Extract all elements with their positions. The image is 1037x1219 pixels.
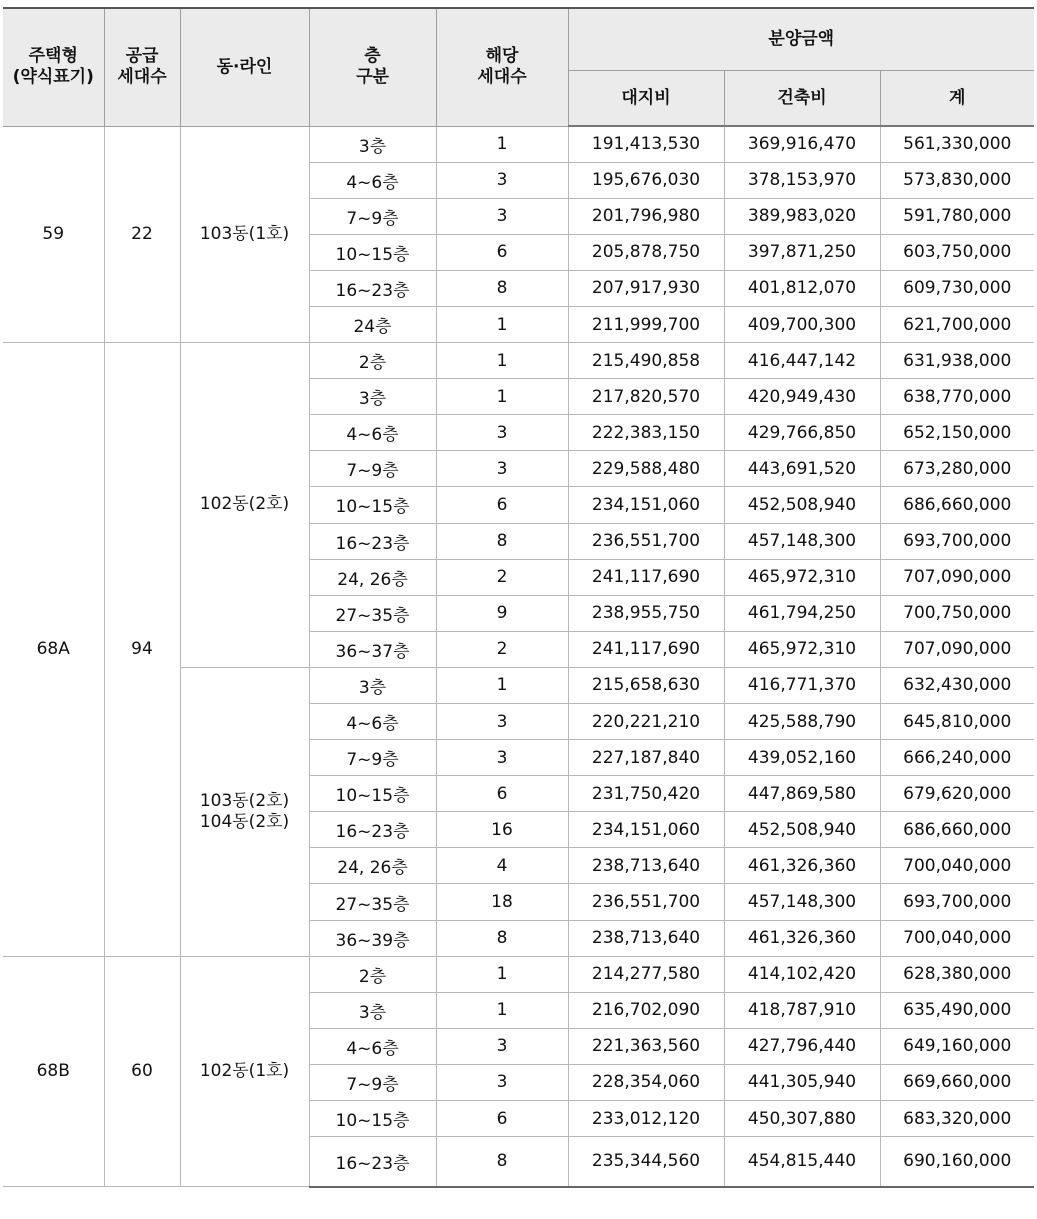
units-cell: 2 (436, 631, 568, 667)
total-cell: 686,660,000 (880, 812, 1034, 848)
land-cost-cell: 235,344,560 (568, 1137, 724, 1187)
total-cell: 690,160,000 (880, 1137, 1034, 1187)
units-cell: 6 (436, 1101, 568, 1137)
building-cost-cell: 414,102,420 (724, 956, 880, 992)
floor-cell: 16~23층 (309, 1137, 436, 1187)
units-cell: 8 (436, 920, 568, 956)
total-cell: 621,700,000 (880, 306, 1034, 342)
total-cell: 700,040,000 (880, 920, 1034, 956)
land-cost-cell: 217,820,570 (568, 379, 724, 415)
total-cell: 573,830,000 (880, 162, 1034, 198)
header-building-cost: 건축비 (724, 70, 880, 126)
total-cell: 666,240,000 (880, 740, 1034, 776)
land-cost-cell: 229,588,480 (568, 451, 724, 487)
building-cost-cell: 420,949,430 (724, 379, 880, 415)
land-cost-cell: 215,490,858 (568, 343, 724, 379)
units-cell: 3 (436, 162, 568, 198)
land-cost-cell: 228,354,060 (568, 1064, 724, 1100)
units-cell: 1 (436, 379, 568, 415)
floor-cell: 10~15층 (309, 487, 436, 523)
land-cost-cell: 201,796,980 (568, 198, 724, 234)
building-cost-cell: 441,305,940 (724, 1064, 880, 1100)
land-cost-cell: 214,277,580 (568, 956, 724, 992)
header-sale-price: 분양금액 (568, 8, 1034, 70)
total-cell: 561,330,000 (880, 126, 1034, 162)
floor-cell: 4~6층 (309, 415, 436, 451)
floor-cell: 7~9층 (309, 198, 436, 234)
floor-cell: 27~35층 (309, 884, 436, 920)
housing-type-cell: 59 (3, 126, 104, 343)
units-cell: 3 (436, 704, 568, 740)
total-cell: 638,770,000 (880, 379, 1034, 415)
land-cost-cell: 211,999,700 (568, 306, 724, 342)
building-cost-cell: 450,307,880 (724, 1101, 880, 1137)
total-cell: 707,090,000 (880, 631, 1034, 667)
land-cost-cell: 238,713,640 (568, 848, 724, 884)
building-cost-cell: 389,983,020 (724, 198, 880, 234)
floor-cell: 4~6층 (309, 162, 436, 198)
land-cost-cell: 216,702,090 (568, 992, 724, 1028)
land-cost-cell: 220,221,210 (568, 704, 724, 740)
floor-cell: 3층 (309, 667, 436, 703)
floor-cell: 16~23층 (309, 270, 436, 306)
floor-cell: 16~23층 (309, 812, 436, 848)
total-cell: 700,750,000 (880, 595, 1034, 631)
units-cell: 8 (436, 523, 568, 559)
building-cost-cell: 461,794,250 (724, 595, 880, 631)
total-cell: 693,700,000 (880, 523, 1034, 559)
units-cell: 1 (436, 343, 568, 379)
units-cell: 3 (436, 198, 568, 234)
units-cell: 18 (436, 884, 568, 920)
table-row (3, 956, 1034, 992)
floor-cell: 3층 (309, 379, 436, 415)
header-land-cost: 대지비 (568, 70, 724, 126)
building-cost-cell: 465,972,310 (724, 631, 880, 667)
total-cell: 631,938,000 (880, 343, 1034, 379)
header-applicable-units: 해당 세대수 (436, 8, 568, 126)
dong-line-cell: 103동(1호) (180, 126, 309, 343)
units-cell: 4 (436, 848, 568, 884)
units-cell: 3 (436, 415, 568, 451)
units-cell: 9 (436, 595, 568, 631)
land-cost-cell: 207,917,930 (568, 270, 724, 306)
units-cell: 1 (436, 306, 568, 342)
header-dong-line: 동·라인 (180, 8, 309, 126)
floor-cell: 36~39층 (309, 920, 436, 956)
land-cost-cell: 236,551,700 (568, 884, 724, 920)
price-table-body (3, 126, 1034, 1187)
building-cost-cell: 416,447,142 (724, 343, 880, 379)
units-cell: 2 (436, 559, 568, 595)
floor-cell: 2층 (309, 343, 436, 379)
table-row (3, 126, 1034, 162)
units-cell: 6 (436, 776, 568, 812)
units-cell: 8 (436, 1137, 568, 1187)
floor-cell: 27~35층 (309, 595, 436, 631)
building-cost-cell: 409,700,300 (724, 306, 880, 342)
land-cost-cell: 238,955,750 (568, 595, 724, 631)
units-cell: 3 (436, 1064, 568, 1100)
total-cell: 683,320,000 (880, 1101, 1034, 1137)
header-housing-type: 주택형 (약식표기) (3, 8, 104, 126)
units-cell: 6 (436, 487, 568, 523)
building-cost-cell: 397,871,250 (724, 234, 880, 270)
dong-line-cell: 102동(1호) (180, 956, 309, 1186)
units-cell: 1 (436, 667, 568, 703)
land-cost-cell: 227,187,840 (568, 740, 724, 776)
building-cost-cell: 429,766,850 (724, 415, 880, 451)
supply-units-cell: 22 (104, 126, 180, 343)
floor-cell: 24, 26층 (309, 559, 436, 595)
floor-cell: 4~6층 (309, 1028, 436, 1064)
total-cell: 632,430,000 (880, 667, 1034, 703)
building-cost-cell: 378,153,970 (724, 162, 880, 198)
total-cell: 673,280,000 (880, 451, 1034, 487)
header-floor: 층 구분 (309, 8, 436, 126)
land-cost-cell: 234,151,060 (568, 812, 724, 848)
building-cost-cell: 427,796,440 (724, 1028, 880, 1064)
units-cell: 1 (436, 126, 568, 162)
floor-cell: 10~15층 (309, 234, 436, 270)
dong-line-cell: 103동(2호) 104동(2호) (180, 667, 309, 956)
land-cost-cell: 234,151,060 (568, 487, 724, 523)
land-cost-cell: 195,676,030 (568, 162, 724, 198)
total-cell: 652,150,000 (880, 415, 1034, 451)
housing-type-cell: 68A (3, 343, 104, 957)
building-cost-cell: 416,771,370 (724, 667, 880, 703)
building-cost-cell: 465,972,310 (724, 559, 880, 595)
floor-cell: 7~9층 (309, 740, 436, 776)
floor-cell: 10~15층 (309, 1101, 436, 1137)
land-cost-cell: 222,383,150 (568, 415, 724, 451)
land-cost-cell: 238,713,640 (568, 920, 724, 956)
units-cell: 16 (436, 812, 568, 848)
floor-cell: 10~15층 (309, 776, 436, 812)
building-cost-cell: 457,148,300 (724, 884, 880, 920)
land-cost-cell: 241,117,690 (568, 631, 724, 667)
dong-line-cell: 102동(2호) (180, 343, 309, 668)
building-cost-cell: 443,691,520 (724, 451, 880, 487)
building-cost-cell: 401,812,070 (724, 270, 880, 306)
building-cost-cell: 447,869,580 (724, 776, 880, 812)
building-cost-cell: 457,148,300 (724, 523, 880, 559)
floor-cell: 24, 26층 (309, 848, 436, 884)
floor-cell: 7~9층 (309, 451, 436, 487)
supply-units-cell: 60 (104, 956, 180, 1186)
floor-cell: 3층 (309, 126, 436, 162)
units-cell: 1 (436, 956, 568, 992)
floor-cell: 3층 (309, 992, 436, 1028)
total-cell: 645,810,000 (880, 704, 1034, 740)
units-cell: 8 (436, 270, 568, 306)
housing-type-cell: 68B (3, 956, 104, 1186)
land-cost-cell: 205,878,750 (568, 234, 724, 270)
building-cost-cell: 461,326,360 (724, 920, 880, 956)
units-cell: 3 (436, 1028, 568, 1064)
total-cell: 628,380,000 (880, 956, 1034, 992)
building-cost-cell: 452,508,940 (724, 487, 880, 523)
price-table (3, 7, 1034, 1188)
total-cell: 603,750,000 (880, 234, 1034, 270)
total-cell: 609,730,000 (880, 270, 1034, 306)
building-cost-cell: 452,508,940 (724, 812, 880, 848)
total-cell: 591,780,000 (880, 198, 1034, 234)
building-cost-cell: 439,052,160 (724, 740, 880, 776)
total-cell: 700,040,000 (880, 848, 1034, 884)
total-cell: 707,090,000 (880, 559, 1034, 595)
building-cost-cell: 418,787,910 (724, 992, 880, 1028)
header-total: 계 (880, 70, 1034, 126)
supply-units-cell: 94 (104, 343, 180, 957)
building-cost-cell: 369,916,470 (724, 126, 880, 162)
land-cost-cell: 191,413,530 (568, 126, 724, 162)
units-cell: 3 (436, 451, 568, 487)
land-cost-cell: 233,012,120 (568, 1101, 724, 1137)
land-cost-cell: 215,658,630 (568, 667, 724, 703)
floor-cell: 24층 (309, 306, 436, 342)
units-cell: 6 (436, 234, 568, 270)
land-cost-cell: 236,551,700 (568, 523, 724, 559)
building-cost-cell: 454,815,440 (724, 1137, 880, 1187)
floor-cell: 2층 (309, 956, 436, 992)
total-cell: 649,160,000 (880, 1028, 1034, 1064)
header-supply-units: 공급 세대수 (104, 8, 180, 126)
floor-cell: 36~37층 (309, 631, 436, 667)
units-cell: 1 (436, 992, 568, 1028)
land-cost-cell: 231,750,420 (568, 776, 724, 812)
table-row (3, 343, 1034, 379)
floor-cell: 16~23층 (309, 523, 436, 559)
total-cell: 669,660,000 (880, 1064, 1034, 1100)
total-cell: 693,700,000 (880, 884, 1034, 920)
land-cost-cell: 241,117,690 (568, 559, 724, 595)
units-cell: 3 (436, 740, 568, 776)
floor-cell: 4~6층 (309, 704, 436, 740)
total-cell: 635,490,000 (880, 992, 1034, 1028)
price-table-container (3, 7, 1034, 1188)
total-cell: 686,660,000 (880, 487, 1034, 523)
building-cost-cell: 425,588,790 (724, 704, 880, 740)
floor-cell: 7~9층 (309, 1064, 436, 1100)
total-cell: 679,620,000 (880, 776, 1034, 812)
building-cost-cell: 461,326,360 (724, 848, 880, 884)
land-cost-cell: 221,363,560 (568, 1028, 724, 1064)
